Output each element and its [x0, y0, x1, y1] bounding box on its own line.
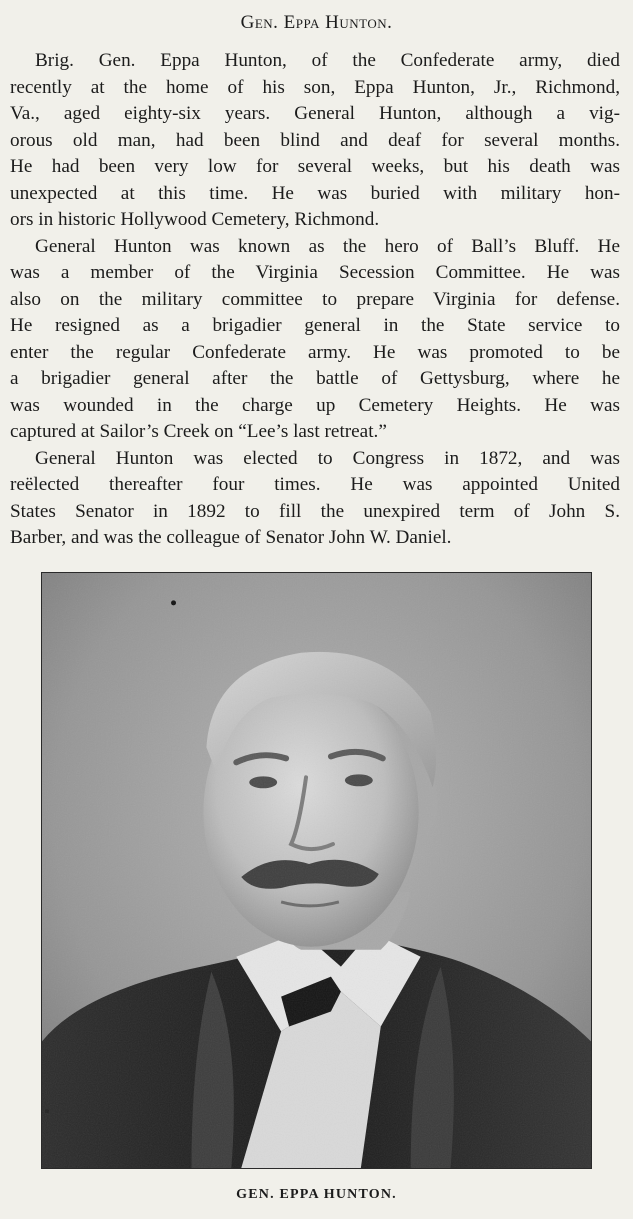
paragraph-line: General Hunton was elected to Congress in 1872, and was — [35, 447, 620, 469]
paragraph-line: Va., aged eighty-six years. General Hunton, although a vig- — [10, 103, 620, 124]
paragraph-line: States Senator in 1892 to fill the unexpired term of John S. — [10, 500, 620, 522]
paragraph-line: captured at Sailor’s Creek on “Lee’s last retreat.” — [10, 421, 387, 442]
article-heading-text: Gen. Eppa Hunton. — [240, 12, 393, 33]
paragraph-line: ors in historic Hollywood Cemetery, Richmond. — [10, 209, 380, 230]
paragraph-3 — [10, 446, 620, 552]
article-body — [10, 48, 620, 552]
portrait-illustration — [42, 573, 591, 1168]
paragraph-line: also on the military committee to prepare Virginia for defense. — [10, 288, 620, 310]
paragraph-line: Brig. Gen. Eppa Hunton, of the Confederate army, died — [35, 50, 620, 71]
article-heading — [0, 12, 633, 34]
photo-caption: GEN. EPPA HUNTON. — [236, 1187, 397, 1202]
paragraph-line: was wounded in the charge up Cemetery Heights. He was — [10, 394, 620, 416]
paragraph-2 — [10, 234, 620, 446]
paragraph-line: reëlected thereafter four times. He was appointed United — [10, 474, 620, 495]
paragraph-line: unexpected at this time. He was buried with military hon- — [10, 182, 620, 204]
paragraph-line: was a member of the Virginia Secession Committee. He was — [10, 262, 620, 283]
portrait-photograph — [41, 572, 592, 1169]
paragraph-line: Barber, and was the colleague of Senator John W. Daniel. — [10, 527, 452, 548]
paragraph-line: He resigned as a brigadier general in the State service to — [10, 315, 620, 336]
paragraph-line: General Hunton was known as the hero of Ball’s Bluff. He — [35, 235, 620, 257]
paragraph-1 — [10, 48, 620, 234]
paragraph-line: recently at the home of his son, Eppa Hunton, Jr., Richmond, — [10, 76, 620, 98]
paragraph-line: enter the regular Confederate army. He was promoted to be — [10, 341, 620, 363]
paragraph-line: a brigadier general after the battle of Gettysburg, where he — [10, 368, 620, 389]
paragraph-line: He had been very low for several weeks, but his death was — [10, 156, 620, 177]
paragraph-line: orous old man, had been blind and deaf for several months. — [10, 129, 620, 151]
